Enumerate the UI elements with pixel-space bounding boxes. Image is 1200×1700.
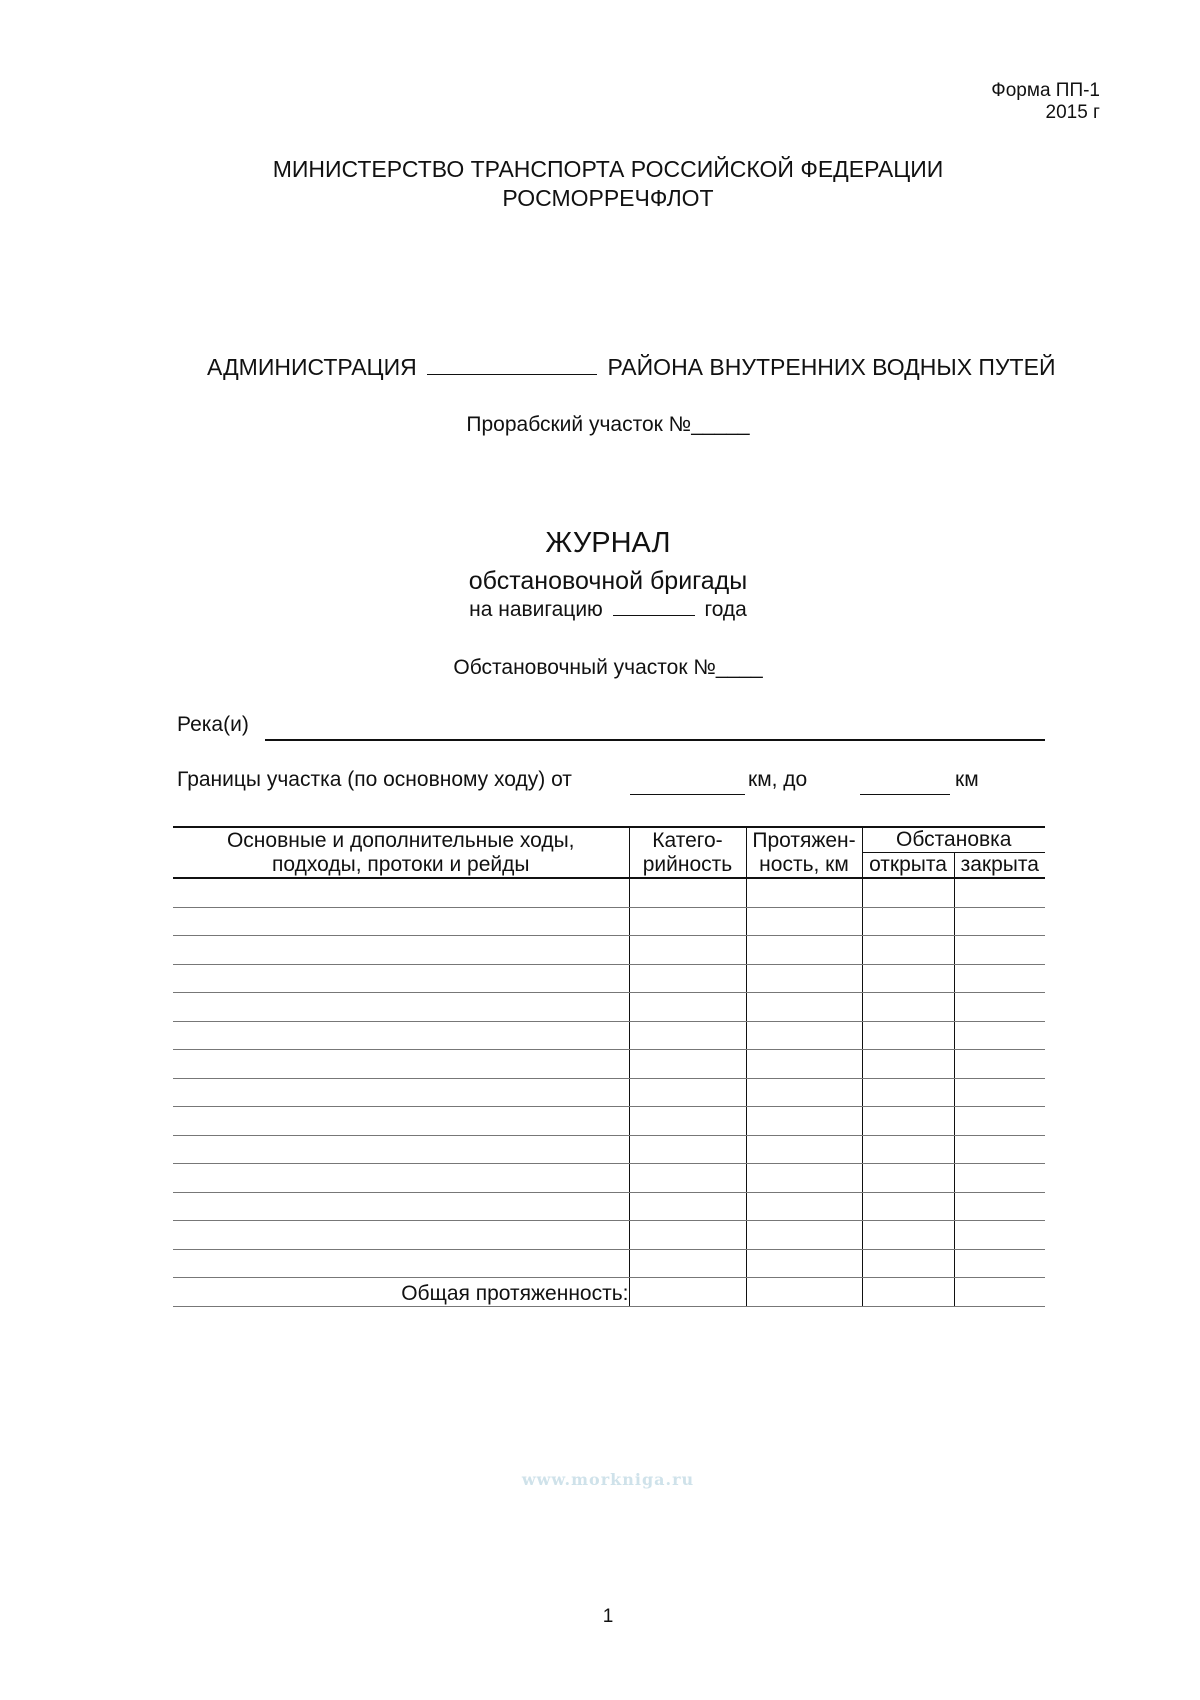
cell-route[interactable] — [173, 1078, 629, 1107]
cell-length[interactable] — [746, 993, 862, 1022]
cell-closed[interactable] — [954, 1107, 1045, 1136]
page-number: 1 — [602, 1606, 614, 1627]
table-row — [173, 1021, 1045, 1050]
cell-opened[interactable] — [862, 993, 954, 1022]
cell-category[interactable] — [629, 1135, 746, 1164]
col-closed-header: закрыта — [954, 853, 1045, 879]
table-row — [173, 1164, 1045, 1193]
section-number: Обстановочный участок №____ — [453, 656, 763, 679]
col-buoyage-header: Обстановка — [862, 827, 1045, 853]
foreman-section: Прорабский участок №_____ — [466, 413, 750, 436]
total-opened[interactable] — [862, 1278, 954, 1307]
table-row — [173, 1249, 1045, 1278]
season-prefix: на навигацию — [469, 598, 603, 621]
season-year-blank[interactable] — [613, 614, 695, 616]
table-row — [173, 964, 1045, 993]
cell-length[interactable] — [746, 1021, 862, 1050]
cell-opened[interactable] — [862, 1021, 954, 1050]
table-row — [173, 936, 1045, 965]
cell-closed[interactable] — [954, 878, 1045, 907]
table-row — [173, 1078, 1045, 1107]
table-row — [173, 1135, 1045, 1164]
cell-opened[interactable] — [862, 1249, 954, 1278]
table-row — [173, 878, 1045, 907]
cell-category[interactable] — [629, 878, 746, 907]
col-category-header-line2: рийность — [642, 852, 733, 876]
sections-table — [173, 826, 1045, 1307]
cell-closed[interactable] — [954, 1135, 1045, 1164]
cell-length[interactable] — [746, 1078, 862, 1107]
col-routes-header-line2: подходы, протоки и рейды — [272, 852, 530, 876]
season-suffix: года — [704, 598, 747, 621]
cell-category[interactable] — [629, 1192, 746, 1221]
season-line — [0, 598, 1200, 622]
cell-category[interactable] — [629, 1249, 746, 1278]
cell-opened[interactable] — [862, 1135, 954, 1164]
cell-length[interactable] — [746, 1107, 862, 1136]
river-label: Река(и) — [177, 713, 249, 736]
cell-opened[interactable] — [862, 1078, 954, 1107]
cell-category[interactable] — [629, 907, 746, 936]
total-length[interactable] — [746, 1278, 862, 1307]
form-year: 2015 г — [1045, 102, 1100, 123]
cell-closed[interactable] — [954, 1249, 1045, 1278]
bounds-km-to: км, до — [748, 768, 808, 791]
cell-route[interactable] — [173, 1050, 629, 1079]
administration-suffix: РАЙОНА ВНУТРЕННИХ ВОДНЫХ ПУТЕЙ — [607, 354, 1056, 380]
cell-opened[interactable] — [862, 1192, 954, 1221]
cell-category[interactable] — [629, 1050, 746, 1079]
cell-opened[interactable] — [862, 936, 954, 965]
cell-closed[interactable] — [954, 964, 1045, 993]
cell-length[interactable] — [746, 1192, 862, 1221]
river-field[interactable] — [265, 739, 1045, 741]
table-row — [173, 907, 1045, 936]
cell-category[interactable] — [629, 936, 746, 965]
cell-closed[interactable] — [954, 993, 1045, 1022]
cell-closed[interactable] — [954, 1078, 1045, 1107]
cell-length[interactable] — [746, 936, 862, 965]
cell-route[interactable] — [173, 993, 629, 1022]
cell-length[interactable] — [746, 1164, 862, 1193]
cell-opened[interactable] — [862, 1050, 954, 1079]
cell-length[interactable] — [746, 878, 862, 907]
col-routes-header — [173, 827, 629, 878]
cell-category[interactable] — [629, 1078, 746, 1107]
cell-length[interactable] — [746, 907, 862, 936]
col-routes-header-line1: Основные и дополнительные ходы, — [226, 828, 575, 852]
cell-category[interactable] — [629, 1021, 746, 1050]
cell-opened[interactable] — [862, 878, 954, 907]
cell-opened[interactable] — [862, 907, 954, 936]
bounds-from-field[interactable] — [630, 794, 745, 795]
journal-title: ЖУРНАЛ — [545, 527, 671, 559]
form-code — [991, 80, 1100, 124]
col-opened-header: открыта — [862, 853, 954, 879]
col-category-header — [629, 827, 746, 878]
cell-length[interactable] — [746, 1135, 862, 1164]
table-row — [173, 1050, 1045, 1079]
watermark: www.morkniga.ru — [521, 1470, 695, 1489]
cell-route[interactable] — [173, 1221, 629, 1250]
table-row — [173, 1107, 1045, 1136]
cell-category[interactable] — [629, 1164, 746, 1193]
journal-subtitle: обстановочной бригады — [468, 567, 748, 595]
cell-route[interactable] — [173, 1249, 629, 1278]
cell-closed[interactable] — [954, 1221, 1045, 1250]
col-length-header-line1: Протяжен- — [752, 828, 856, 852]
cell-route[interactable] — [173, 878, 629, 907]
bounds-to-field[interactable] — [860, 794, 950, 795]
cell-category[interactable] — [629, 1221, 746, 1250]
cell-opened[interactable] — [862, 1164, 954, 1193]
cell-route[interactable] — [173, 1021, 629, 1050]
cell-opened[interactable] — [862, 964, 954, 993]
form-code-label: Форма ПП-1 — [991, 80, 1100, 101]
col-length-header-line2: ность, км — [759, 852, 849, 876]
document-header — [0, 155, 1200, 213]
cell-closed[interactable] — [954, 1192, 1045, 1221]
cell-closed[interactable] — [954, 1050, 1045, 1079]
cell-route[interactable] — [173, 1192, 629, 1221]
cell-opened[interactable] — [862, 1221, 954, 1250]
cell-opened[interactable] — [862, 1107, 954, 1136]
col-length-header — [746, 827, 862, 878]
agency-name: РОСМОРРЕЧФЛОТ — [502, 185, 714, 211]
cell-length[interactable] — [746, 1050, 862, 1079]
cell-length[interactable] — [746, 964, 862, 993]
administration-line — [207, 354, 1055, 381]
total-closed[interactable] — [954, 1278, 1045, 1307]
total-row — [173, 1278, 1045, 1307]
cell-category[interactable] — [629, 993, 746, 1022]
cell-closed[interactable] — [954, 907, 1045, 936]
table-row — [173, 993, 1045, 1022]
table-row — [173, 1221, 1045, 1250]
cell-category[interactable] — [629, 1107, 746, 1136]
cell-route[interactable] — [173, 1107, 629, 1136]
cell-route[interactable] — [173, 1135, 629, 1164]
total-category[interactable] — [629, 1278, 746, 1307]
cell-closed[interactable] — [954, 936, 1045, 965]
total-label: Общая протяженность: — [173, 1278, 629, 1307]
administration-prefix: АДМИНИСТРАЦИЯ — [207, 354, 417, 380]
cell-closed[interactable] — [954, 1021, 1045, 1050]
cell-route[interactable] — [173, 1164, 629, 1193]
cell-category[interactable] — [629, 964, 746, 993]
cell-length[interactable] — [746, 1249, 862, 1278]
cell-route[interactable] — [173, 907, 629, 936]
table-row — [173, 1192, 1045, 1221]
cell-route[interactable] — [173, 936, 629, 965]
bounds-label: Границы участка (по основному ходу) от — [177, 768, 572, 791]
cell-length[interactable] — [746, 1221, 862, 1250]
cell-closed[interactable] — [954, 1164, 1045, 1193]
administration-blank[interactable] — [427, 373, 597, 375]
ministry-name: МИНИСТЕРСТВО ТРАНСПОРТА РОССИЙСКОЙ ФЕДЕРАЦИИ — [272, 156, 944, 182]
cell-route[interactable] — [173, 964, 629, 993]
bounds-km: км — [955, 768, 979, 791]
col-category-header-line1: Катего- — [652, 828, 723, 852]
